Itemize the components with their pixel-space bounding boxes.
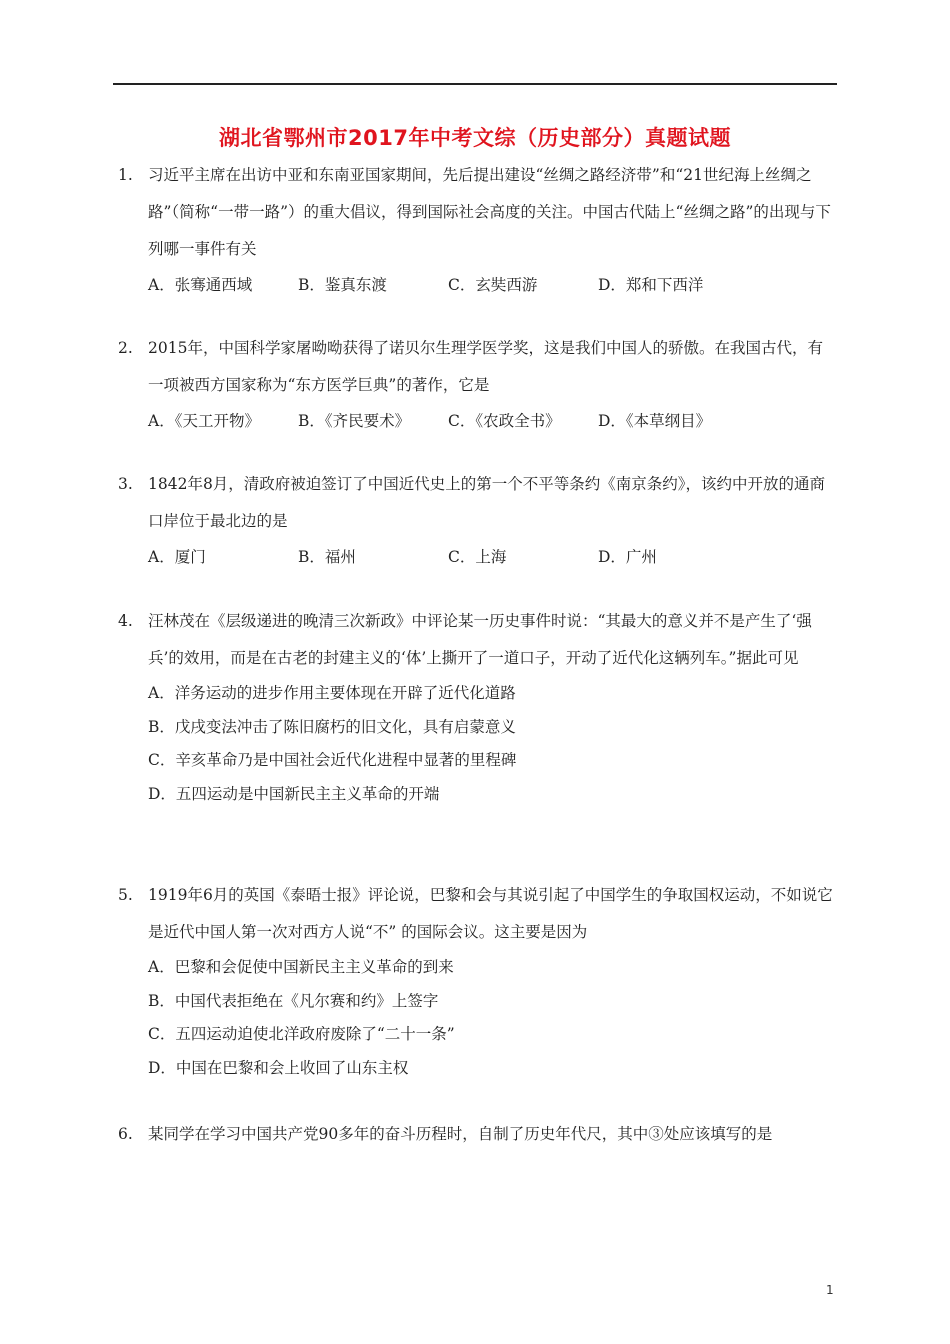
question-text: 1919年6月的英国《泰晤士报》评论说，巴黎和会与其说引起了中国学生的争取国权运动，不如说它是近代中国人第一次对西方人说“不” 的国际会议。这主要是因为	[148, 886, 833, 941]
option-c[interactable]: C．辛亥革命乃是中国社会近代化进程中显著的里程碑	[148, 751, 517, 769]
page-title: 湖北省鄂州市2017年中考文综（历史部分）真题试题	[219, 126, 731, 150]
question-number: 6.	[118, 1125, 133, 1143]
options-row	[118, 268, 838, 302]
question-text: 习近平主席在出访中亚和东南亚国家期间，先后提出建设“丝绸之路经济带”和“21世纪海上丝绸之路”（简称“一带一路”）的重大倡议，得到国际社会高度的关注。中国古代陆上“丝绸之路”的出现与下列哪一事件有关	[148, 166, 831, 258]
question-6	[118, 1116, 838, 1153]
question-5	[118, 877, 838, 1085]
option-d[interactable]: D．《本草纲目》	[598, 412, 712, 430]
question-stem	[118, 466, 838, 540]
question-stem	[118, 877, 838, 951]
option-b[interactable]: B．《齐民要术》	[298, 412, 411, 430]
question-3	[118, 466, 838, 574]
option-b[interactable]: B．戊戌变法冲击了陈旧腐朽的旧文化，具有启蒙意义	[148, 717, 516, 736]
question-number: 4.	[118, 612, 133, 630]
options-row	[118, 540, 838, 574]
header-rule	[113, 83, 837, 85]
option-d[interactable]: D．中国在巴黎和会上收回了山东主权	[148, 1058, 409, 1077]
question-text: 某同学在学习中国共产党90多年的奋斗历程时，自制了历史年代尺，其中③处应该填写的是	[148, 1125, 773, 1143]
option-c[interactable]: C．上海	[448, 548, 507, 566]
option-a[interactable]: A．《天工开物》	[148, 412, 260, 430]
question-2	[118, 330, 838, 438]
question-1	[118, 157, 838, 302]
question-stem	[118, 330, 838, 404]
option-d[interactable]: D．五四运动是中国新民主主义革命的开端	[148, 784, 440, 803]
option-a[interactable]: A．厦门	[148, 548, 206, 566]
question-text: 1842年8月，清政府被迫签订了中国近代史上的第一个不平等条约《南京条约》，该约中开放的通商口岸位于最北边的是	[148, 475, 826, 530]
question-number: 1.	[118, 166, 133, 184]
question-number: 3.	[118, 475, 133, 493]
option-c[interactable]: C．《农政全书》	[448, 412, 561, 430]
question-text: 2015年，中国科学家屠呦呦获得了诺贝尔生理学医学奖，这是我们中国人的骄傲。在我国古代，有一项被西方国家称为“东方医学巨典”的著作，它是	[148, 339, 823, 394]
question-stem	[118, 603, 838, 677]
option-d[interactable]: D．广州	[598, 548, 657, 566]
option-c[interactable]: C．玄奘西游	[448, 276, 538, 294]
question-number: 2.	[118, 339, 133, 357]
option-a[interactable]: A．张骞通西域	[148, 276, 253, 294]
question-text: 汪林茂在《层级递进的晚清三次新政》中评论某一历史事件时说：“其最大的意义并不是产生了‘强兵’的效用，而是在古老的封建主义的‘体’上撕开了一道口子，开动了近代化这辆列车。”据此可见	[148, 612, 812, 667]
option-c[interactable]: C．五四运动迫使北洋政府废除了“二十一条”	[148, 1025, 455, 1043]
options-row	[118, 404, 838, 438]
page-number: 1	[826, 1283, 834, 1297]
question-stem	[118, 157, 838, 268]
question-4	[118, 603, 838, 811]
option-a[interactable]: A．洋务运动的进步作用主要体现在开辟了近代化道路	[148, 684, 516, 702]
question-number: 5.	[118, 886, 133, 904]
option-b[interactable]: B．鉴真东渡	[298, 276, 387, 294]
option-d[interactable]: D．郑和下西洋	[598, 276, 704, 294]
option-a[interactable]: A．巴黎和会促使中国新民主主义革命的到来	[148, 958, 454, 976]
option-b[interactable]: B．中国代表拒绝在《凡尔赛和约》上签字	[148, 991, 439, 1010]
option-b[interactable]: B．福州	[298, 548, 356, 566]
question-stem	[118, 1116, 838, 1153]
